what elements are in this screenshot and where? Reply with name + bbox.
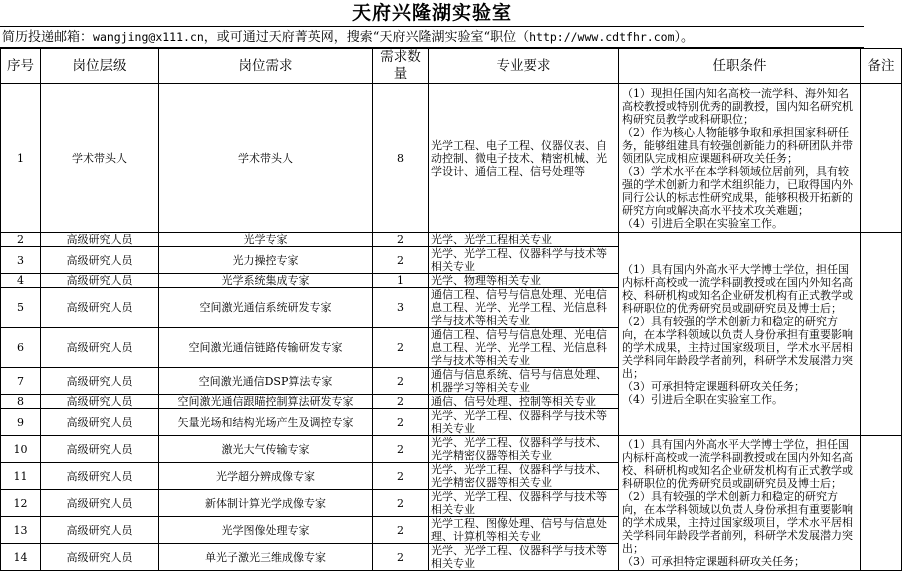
row-post: 光学系统集成专家	[159, 274, 373, 288]
row-level: 高级研究人员	[41, 395, 159, 409]
row-no: 6	[1, 328, 41, 368]
row-major: 通信、信号处理、控制等相关专业	[429, 395, 619, 409]
header-cell: 需求数量	[373, 49, 429, 84]
row-level: 高级研究人员	[41, 436, 159, 463]
row-count: 2	[373, 328, 429, 368]
row-major: 光学、光学工程、仪器科学与技术等相关专业	[429, 544, 619, 571]
job-table	[0, 48, 902, 571]
email-link[interactable]: wangjing@x111.cn	[93, 30, 204, 44]
row-no: 1	[1, 84, 41, 233]
row-count: 2	[373, 490, 429, 517]
row-major: 光学、光学工程、仪器科学与技术等相关专业	[429, 490, 619, 517]
row-no: 11	[1, 463, 41, 490]
application-note	[0, 27, 864, 48]
row-post: 光学超分辨成像专家	[159, 463, 373, 490]
row-post: 空间激光通信DSP算法专家	[159, 368, 373, 395]
row-count: 2	[373, 233, 429, 247]
header-cell: 任职条件	[619, 49, 861, 84]
row-count: 2	[373, 368, 429, 395]
row-post: 新体制计算光学成像专家	[159, 490, 373, 517]
row-post: 空间激光通信系统研发专家	[159, 288, 373, 328]
header-cell: 序号	[1, 49, 41, 84]
row-no: 14	[1, 544, 41, 571]
condition-item: （2）作为核心人物能够争取和承担国家科研任务，能够组建具有较强创新能力的科研团队并带领团队完成相应课题科研攻关任务；	[622, 125, 853, 165]
row-level: 高级研究人员	[41, 409, 159, 436]
row-post: 空间激光通信跟瞄控制算法研发专家	[159, 395, 373, 409]
conditions-group-1	[619, 84, 861, 233]
row-major: 光学、光学工程、仪器科学与技术等相关专业	[429, 247, 619, 274]
row-no: 12	[1, 490, 41, 517]
condition-item: （3）可承担特定课题科研攻关任务；	[622, 379, 805, 393]
row-level: 高级研究人员	[41, 233, 159, 247]
row-count: 2	[373, 544, 429, 571]
row-major: 光学、光学工程、仪器科学与技术、光学精密仪器等相关专业	[429, 436, 619, 463]
row-post: 光力操控专家	[159, 247, 373, 274]
row-count: 2	[373, 463, 429, 490]
row-post: 空间激光通信链路传输研发专家	[159, 328, 373, 368]
note-prefix: 简历投递邮箱：	[2, 30, 94, 45]
header-row	[1, 49, 902, 84]
row-no: 9	[1, 409, 41, 436]
table-row	[1, 84, 902, 233]
condition-item: （3）学术水平在本学科领域位居前列，具有较强的学术创新力和学术组织能力，已取得国内外同行公认的标志性研究成果，能够积极开拓新的研究方向或解决高水平技术攻关难题；	[622, 164, 853, 217]
row-no: 8	[1, 395, 41, 409]
header-cell: 岗位层级	[41, 49, 159, 84]
row-count: 2	[373, 247, 429, 274]
remark-cell	[861, 233, 902, 436]
conditions-group-3	[619, 436, 861, 571]
row-level: 高级研究人员	[41, 544, 159, 571]
row-major: 通信工程、信号与信息处理、光电信息工程、光学、光学工程、光信息科学与技术等相关专业	[429, 288, 619, 328]
row-count: 1	[373, 274, 429, 288]
header-cell: 专业要求	[429, 49, 619, 84]
row-major: 通信工程、信号与信息处理、光电信息工程、光学、光学工程、光信息科学与技术等相关专业	[429, 328, 619, 368]
condition-item: （4）引进后全职在实验室工作。	[622, 216, 783, 230]
conditions-group-2	[619, 233, 861, 436]
row-no: 7	[1, 368, 41, 395]
condition-item: （1）具有国内外高水平大学博士学位，担任国内标杆高校或一流学科副教授或在国内外知名高校、科研机构或知名企业研发机构有正式教学或科研职位的优秀研究员或副研究员及博士后；	[622, 438, 853, 490]
row-no: 3	[1, 247, 41, 274]
row-count: 2	[373, 395, 429, 409]
header-cell: 备注	[861, 49, 902, 84]
table-row	[1, 233, 902, 247]
row-major: 光学工程、电子工程、仪器仪表、自动控制、微电子技术、精密机械、光学设计、通信工程、信号处理等	[429, 84, 619, 233]
condition-item: （2）具有较强的学术创新力和稳定的研究方向，在本学科领域以负责人身份承担有重要影响的学术成果，主持过国家级项目，学术水平居相关学科同年龄段学者前列，科研学术发展潜力突出；	[622, 490, 853, 555]
row-level: 高级研究人员	[41, 517, 159, 544]
row-level: 高级研究人员	[41, 274, 159, 288]
website-link[interactable]: http://www.cdtfhr.com	[529, 30, 675, 44]
row-no: 5	[1, 288, 41, 328]
row-major: 光学、光学工程相关专业	[429, 233, 619, 247]
note-suffix: ）。	[674, 30, 695, 45]
row-count: 2	[373, 436, 429, 463]
header-cell: 岗位需求	[159, 49, 373, 84]
row-count: 2	[373, 409, 429, 436]
condition-item: （4）引进后全职在实验室工作。	[622, 392, 783, 406]
remark-cell	[861, 436, 902, 571]
condition-item: （2）具有较强的学术创新力和稳定的研究方向，在本学科领域以负责人身份承担有重要影响的学术成果，主持过国家级项目，学术水平居相关学科同年龄段学者前列，科研学术发展潜力突出；	[622, 314, 853, 380]
row-level: 高级研究人员	[41, 490, 159, 517]
row-major: 光学、光学工程、仪器科学与技术、光学精密仪器等相关专业	[429, 463, 619, 490]
note-middle: ，或可通过天府菁英网，搜索“天府兴隆湖实验室“职位（	[203, 30, 530, 45]
table-row	[1, 436, 902, 463]
row-major: 光学、光学工程、仪器科学与技术等相关专业	[429, 409, 619, 436]
condition-item: （1）具有国内外高水平大学博士学位，担任国内标杆高校或一流学科副教授或在国内外知名高校、科研机构或知名企业研发机构有正式教学或科研职位的优秀研究员或副研究员及博士后；	[622, 262, 853, 315]
row-no: 2	[1, 233, 41, 247]
condition-item: （3）可承担特定课题科研攻关任务；	[622, 555, 805, 568]
row-count: 3	[373, 288, 429, 328]
row-count: 2	[373, 517, 429, 544]
row-post: 学术带头人	[159, 84, 373, 233]
row-level: 学术带头人	[41, 84, 159, 233]
remark-cell	[861, 84, 902, 233]
row-post: 激光大气传输专家	[159, 436, 373, 463]
row-major: 通信与信息系统、信号与信息处理、机器学习等相关专业	[429, 368, 619, 395]
row-level: 高级研究人员	[41, 288, 159, 328]
row-no: 4	[1, 274, 41, 288]
row-major: 光学工程、图像处理、信号与信息处理、计算机等相关专业	[429, 517, 619, 544]
row-major: 光学、物理等相关专业	[429, 274, 619, 288]
row-level: 高级研究人员	[41, 368, 159, 395]
row-post: 光学图像处理专家	[159, 517, 373, 544]
row-post: 矢量光场和结构光场产生及调控专家	[159, 409, 373, 436]
row-count: 8	[373, 84, 429, 233]
row-level: 高级研究人员	[41, 328, 159, 368]
row-post: 光学专家	[159, 233, 373, 247]
row-no: 13	[1, 517, 41, 544]
row-level: 高级研究人员	[41, 463, 159, 490]
row-no: 10	[1, 436, 41, 463]
page-title: 天府兴隆湖实验室	[0, 0, 864, 27]
condition-item: （1）现担任国内知名高校一流学科、海外知名高校教授或特别优秀的副教授，国内知名研究机构研究员教学或科研职位；	[622, 86, 853, 126]
row-level: 高级研究人员	[41, 247, 159, 274]
row-post: 单光子激光三维成像专家	[159, 544, 373, 571]
